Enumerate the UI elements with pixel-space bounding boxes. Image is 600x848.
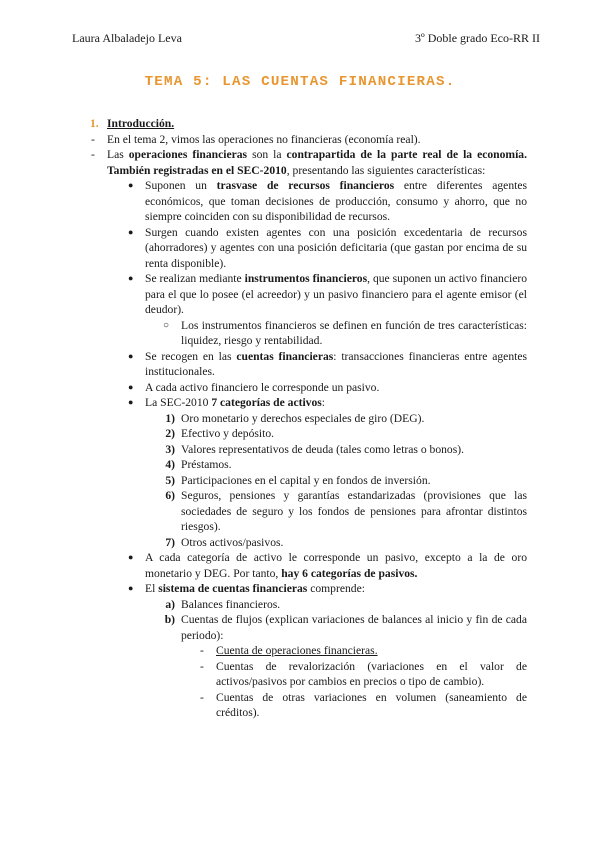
text-run: , que suponen un activo financiero para el que lo posee (el acreedor) y un pasivo financiero para el agente emisor (el deudor). (145, 272, 528, 316)
text-run: Las (107, 148, 129, 161)
dash-marker: - (200, 659, 204, 673)
bullet-marker: ● (128, 583, 134, 593)
category-number: 4) (165, 458, 175, 471)
section-title: Introducción. (107, 117, 175, 130)
category-item (0, 488, 600, 535)
bullet-item (0, 178, 600, 225)
header-course: 3º Doble grado Eco-RR II (414, 31, 540, 45)
text-run: : (321, 396, 326, 409)
text-run: entre diferentes agentes económicos, que toman decisiones de producción, consumo y ahorro, que no siempre coinciden con su disponibilidad de recursos. (145, 179, 528, 223)
flow-text: Cuentas de otras variaciones en volumen (saneamiento de créditos). (216, 690, 527, 719)
flow-item (0, 690, 600, 721)
dash-marker: - (91, 132, 95, 146)
category-item (0, 411, 600, 427)
category-text: Seguros, pensiones y garantías estandarizadas (provisiones que las sociedades de seguro y los fondos de pensiones para afrontar distintos riesgos). (181, 489, 527, 533)
bullet-marker: ● (128, 273, 134, 283)
bold-run: cuentas financieras (236, 349, 334, 363)
bullet-item (0, 225, 600, 272)
document-body (0, 116, 600, 721)
text-run: A cada categoría de activo le corresponde un pasivo, excepto a la de oro monetario y DEG. Por tanto, (145, 551, 527, 580)
flow-text: Cuenta de operaciones financieras. (216, 644, 378, 657)
category-number: 1) (165, 411, 175, 425)
system-item (0, 597, 600, 613)
text-run: La SEC-2010 (145, 396, 212, 409)
flow-item (0, 643, 600, 659)
bold-run: instrumentos financieros (244, 272, 368, 285)
bullet-marker: ● (128, 397, 134, 407)
category-text: Efectivo y depósito. (181, 427, 275, 440)
category-number: 2) (165, 427, 175, 440)
system-text: Balances financieros. (181, 597, 281, 611)
category-text: Participaciones en el capital y en fondos de inversión. (181, 473, 431, 487)
bullet-marker: ● (128, 180, 134, 190)
text-run: , presentando las siguientes características: (286, 163, 486, 177)
paragraph-item (0, 132, 600, 148)
bold-run: 7 categorías de activos (211, 396, 322, 409)
system-text: Cuentas de flujos (explican variaciones de balances al inicio y fin de cada periodo): (181, 613, 527, 642)
category-item (0, 426, 600, 442)
bullet-item (0, 349, 600, 380)
category-number: 3) (165, 442, 175, 456)
flow-text: Cuentas de revalorización (variaciones en el valor de activos/pasivos por cambios en precios o tipo de cambio). (216, 659, 527, 688)
bullet-item (0, 271, 600, 318)
text-run: comprende: (307, 582, 365, 595)
bullet-item (0, 380, 600, 396)
dash-marker: - (200, 690, 204, 704)
system-letter: b) (164, 613, 175, 626)
text-run: : transacciones financieras entre agentes institucionales. (145, 349, 527, 378)
page-title: TEMA 5: LAS CUENTAS FINANCIERAS. (144, 74, 456, 90)
text-run: Surgen cuando existen agentes con una posición excedentaria de recursos (ahorradores) y agentes con una posición deficitaria (que gastan por encima de su renta disponible). (145, 225, 527, 270)
header-author: Laura Albaladejo Leva (72, 31, 182, 45)
bullet-item (0, 581, 600, 597)
text-run: Suponen un (145, 179, 217, 192)
circle-marker: ○ (163, 319, 170, 331)
bullet-item (0, 395, 600, 411)
text-run: Los instrumentos financieros se definen en función de tres características: liquidez, riesgo y rentabilidad. (181, 318, 527, 347)
bold-run: operaciones financieras (128, 148, 248, 161)
category-number: 6) (165, 489, 175, 502)
bold-run: contrapartida de la parte real de la economía. También registradas en el SEC-2010 (107, 148, 527, 177)
sub-bullet-item (0, 318, 600, 349)
category-text: Valores representativos de deuda (tales como letras o bonos). (181, 442, 464, 456)
section-number: 1. (90, 117, 99, 130)
section-heading (0, 116, 600, 132)
bullet-item (0, 550, 600, 581)
text-run: Se recogen en las (145, 349, 237, 363)
bullet-marker: ● (128, 552, 134, 562)
system-letter: a) (165, 597, 175, 611)
bullet-marker: ● (128, 381, 134, 392)
system-item (0, 612, 600, 643)
bold-run: trasvase de recursos financieros (216, 179, 395, 192)
paragraph-item (0, 147, 600, 178)
bullet-marker: ● (128, 350, 134, 361)
text-run: son la (247, 148, 287, 161)
text-run: Se realizan mediante (145, 272, 245, 285)
dash-marker: - (91, 148, 95, 161)
category-text: Préstamos. (181, 458, 232, 471)
category-item (0, 457, 600, 473)
category-item (0, 473, 600, 489)
flow-item (0, 659, 600, 690)
bold-run: sistema de cuentas financieras (158, 582, 308, 595)
bullet-marker: ● (128, 226, 134, 237)
bold-run: hay 6 categorías de pasivos. (281, 566, 418, 580)
category-text: Oro monetario y derechos especiales de giro (DEG). (181, 411, 425, 425)
text-run: El (145, 582, 159, 595)
category-number: 7) (165, 535, 175, 549)
category-item (0, 442, 600, 458)
dash-marker: - (200, 644, 204, 657)
category-text: Otros activos/pasivos. (181, 535, 284, 549)
category-number: 5) (165, 473, 175, 487)
category-item (0, 535, 600, 551)
paragraph-text: En el tema 2, vimos las operaciones no financieras (economía real). (107, 132, 421, 146)
text-run: A cada activo financiero le corresponde un pasivo. (145, 380, 380, 394)
